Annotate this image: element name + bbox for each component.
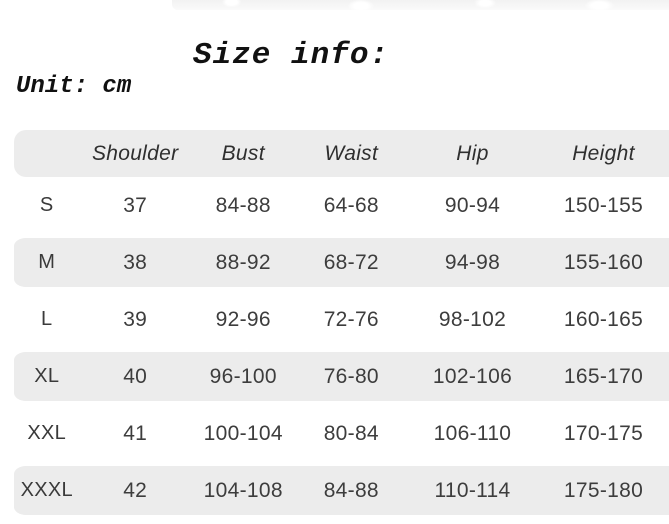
waist-value: 68-72 bbox=[323, 250, 379, 274]
bust-value: 96-100 bbox=[209, 364, 277, 388]
height-value: 150-155 bbox=[563, 193, 644, 217]
height-value: 160-165 bbox=[563, 307, 644, 331]
waist-value: 72-76 bbox=[323, 307, 379, 331]
size-label: XL bbox=[34, 365, 60, 387]
shoulder-value: 38 bbox=[123, 250, 148, 274]
height-value: 155-160 bbox=[563, 250, 644, 274]
table-header-row bbox=[14, 130, 669, 177]
height-value: 170-175 bbox=[563, 421, 644, 445]
waist-value: 76-80 bbox=[323, 364, 379, 388]
height-value: 165-170 bbox=[563, 364, 644, 388]
unit-label: Unit: cm bbox=[16, 73, 132, 100]
bust-value: 92-96 bbox=[215, 307, 271, 331]
bust-value: 84-88 bbox=[215, 193, 271, 217]
hip-value: 110-114 bbox=[434, 478, 511, 502]
waist-value: 80-84 bbox=[323, 421, 379, 445]
size-label: XXL bbox=[27, 422, 67, 444]
table-row-xxl bbox=[14, 405, 669, 462]
shoulder-value: 39 bbox=[123, 307, 148, 331]
table-row-xl bbox=[14, 348, 669, 405]
bust-value: 88-92 bbox=[215, 250, 271, 274]
shoulder-value: 40 bbox=[123, 364, 148, 388]
size-table bbox=[14, 130, 669, 519]
size-label: XXXL bbox=[20, 479, 73, 501]
height-value: 175-180 bbox=[563, 478, 644, 502]
table-row-xxxl bbox=[14, 462, 669, 519]
photo-edge-strip bbox=[172, 0, 669, 10]
header-cell-bust: Bust bbox=[221, 141, 265, 165]
waist-value: 84-88 bbox=[323, 478, 379, 502]
size-label: L bbox=[41, 308, 53, 330]
page-title: Size info: bbox=[193, 38, 390, 73]
shoulder-value: 41 bbox=[123, 421, 148, 445]
table-row-s bbox=[14, 177, 669, 234]
hip-value: 106-110 bbox=[433, 421, 512, 445]
size-label: S bbox=[39, 194, 54, 216]
shoulder-value: 37 bbox=[123, 193, 148, 217]
header-cell-waist: Waist bbox=[324, 141, 379, 165]
bust-value: 100-104 bbox=[203, 421, 283, 445]
table-row-l bbox=[14, 291, 669, 348]
header-cell-hip: Hip bbox=[456, 141, 489, 165]
shoulder-value: 42 bbox=[123, 478, 148, 502]
waist-value: 64-68 bbox=[323, 193, 379, 217]
hip-value: 94-98 bbox=[444, 250, 501, 274]
bust-value: 104-108 bbox=[203, 478, 283, 502]
header-cell-height: Height bbox=[572, 141, 635, 165]
hip-value: 98-102 bbox=[438, 307, 507, 331]
hip-value: 102-106 bbox=[432, 364, 513, 388]
size-label: M bbox=[38, 251, 56, 273]
hip-value: 90-94 bbox=[444, 193, 501, 217]
header-cell-shoulder: Shoulder bbox=[91, 141, 179, 165]
table-row-m bbox=[14, 234, 669, 291]
